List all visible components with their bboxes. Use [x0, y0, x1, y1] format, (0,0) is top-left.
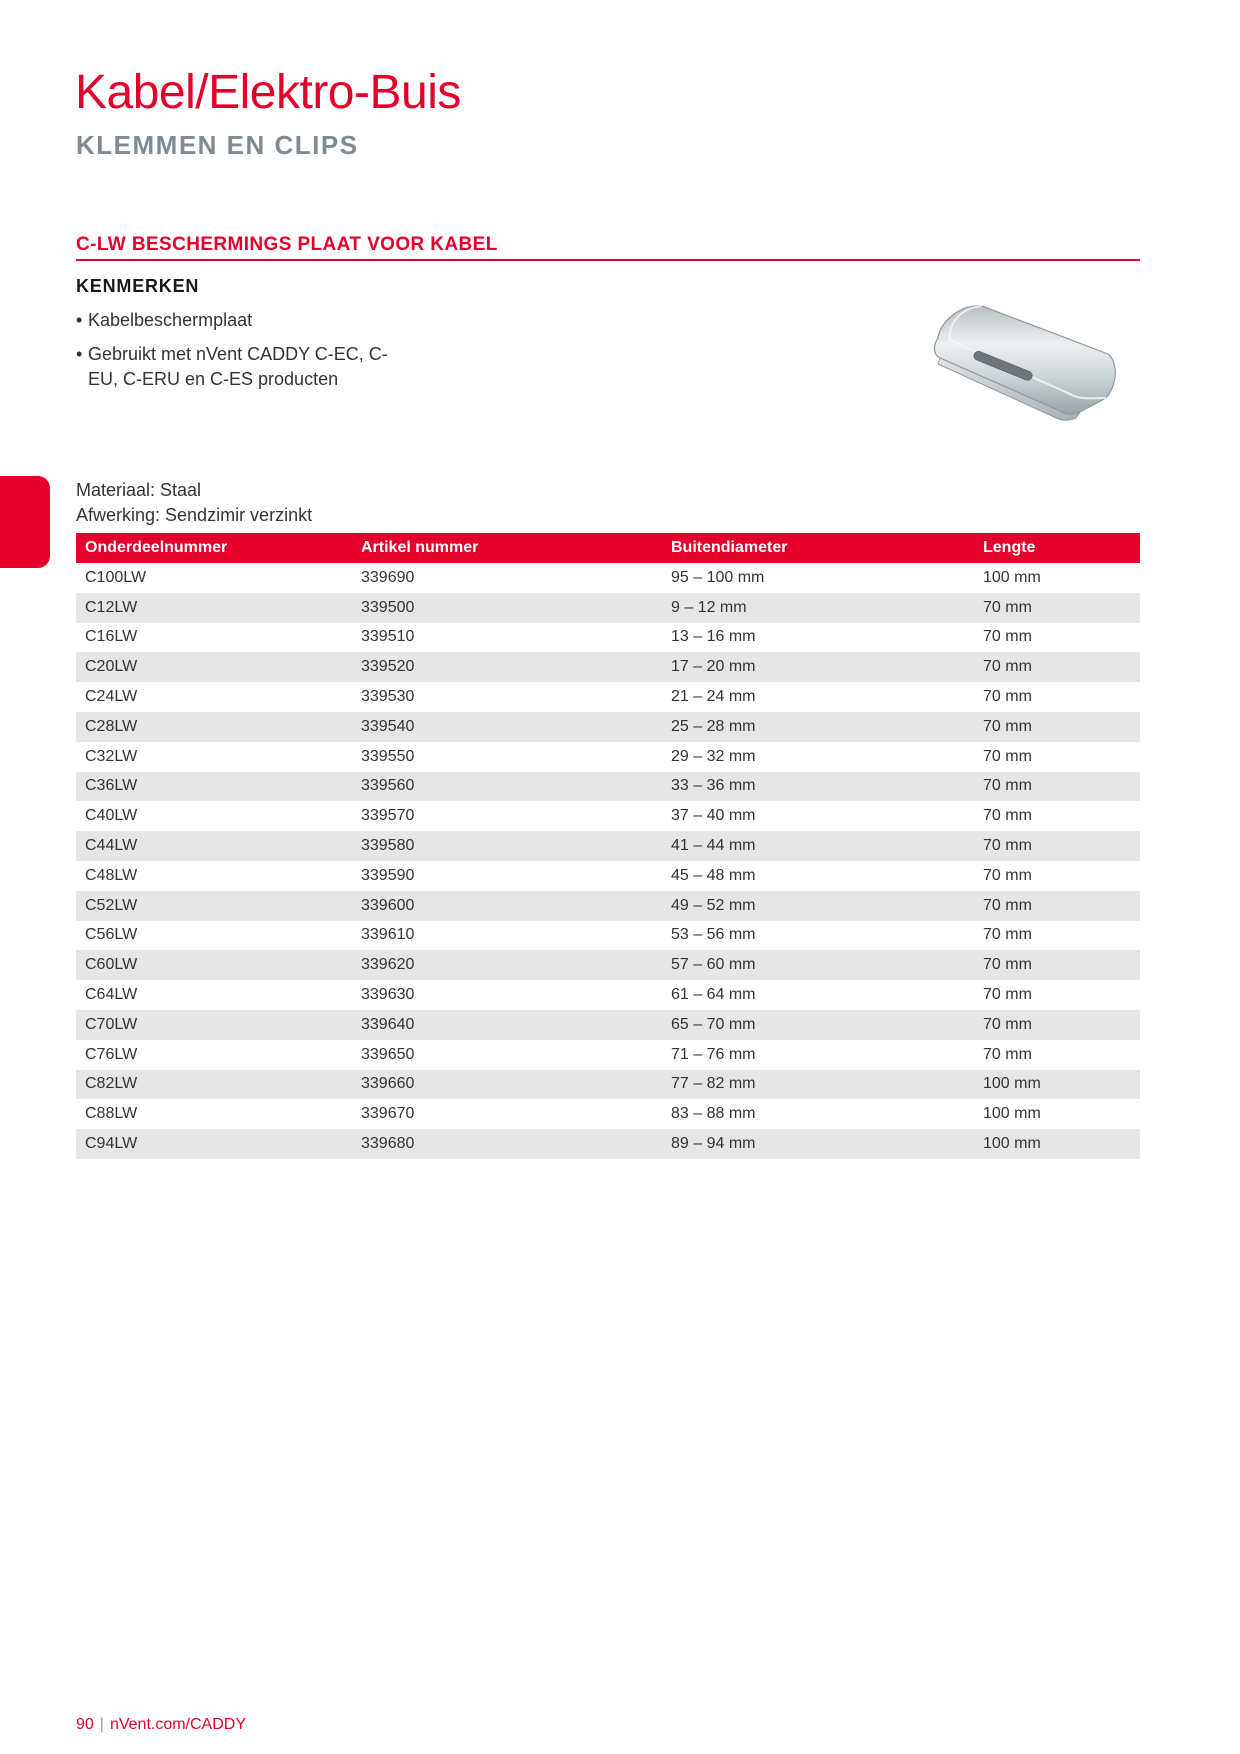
section-title: C-LW BESCHERMINGS PLAAT VOOR KABEL [76, 234, 498, 255]
table-row [76, 831, 1140, 861]
features-heading: KENMERKEN [76, 276, 200, 296]
cell-part-number: C76LW [85, 1045, 138, 1063]
cell-part-number: C28LW [76, 712, 352, 742]
cell-article-number: 339580 [352, 831, 662, 861]
cell-outer-diameter: 17 – 20 mm [662, 652, 974, 682]
table-row [76, 712, 1140, 742]
cell-part-number: C64LW [85, 986, 138, 1004]
cable-protection-plate-image [930, 300, 1120, 430]
features-list [76, 308, 416, 401]
cell-length: 100 mm [983, 568, 1041, 586]
cell-part-number: C88LW [85, 1105, 138, 1123]
cell-part-number: C82LW [76, 1070, 352, 1100]
cell-article-number: 339670 [361, 1105, 415, 1123]
cell-part-number: C52LW [76, 891, 352, 921]
cell-article-number: 339560 [352, 772, 662, 802]
cell-outer-diameter: 13 – 16 mm [671, 628, 756, 646]
table-row [76, 1010, 1140, 1040]
cell-article-number: 339550 [361, 747, 415, 765]
cell-part-number: C100LW [85, 568, 147, 586]
cell-part-number: C48LW [85, 866, 138, 884]
footer-link[interactable]: nVent.com/CADDY [109, 1716, 247, 1733]
cell-length: 100 mm [974, 1129, 1140, 1159]
cell-outer-diameter: 71 – 76 mm [671, 1045, 756, 1063]
column-header-length: Lengte [974, 533, 1140, 563]
cell-article-number: 339610 [361, 926, 415, 944]
cell-outer-diameter: 29 – 32 mm [671, 747, 756, 765]
cell-outer-diameter: 33 – 36 mm [662, 772, 974, 802]
cell-length: 70 mm [983, 688, 1032, 706]
cell-outer-diameter: 53 – 56 mm [671, 926, 756, 944]
cell-article-number: 339650 [361, 1045, 415, 1063]
cell-outer-diameter: 49 – 52 mm [662, 891, 974, 921]
cell-part-number: C20LW [76, 652, 352, 682]
chapter-tab [0, 476, 50, 568]
table-row [76, 772, 1140, 802]
cell-length: 70 mm [974, 712, 1140, 742]
table-row [76, 891, 1140, 921]
product-table [76, 533, 1140, 1159]
cell-article-number: 339620 [352, 950, 662, 980]
feature-item [76, 308, 416, 333]
cell-length: 70 mm [974, 593, 1140, 623]
section-divider [76, 259, 1140, 261]
cell-part-number: C40LW [85, 807, 138, 825]
cell-length: 70 mm [983, 926, 1032, 944]
table-row [76, 1129, 1140, 1159]
cell-part-number: C94LW [76, 1129, 352, 1159]
cell-outer-diameter: 65 – 70 mm [662, 1010, 974, 1040]
cell-length: 70 mm [974, 891, 1140, 921]
cell-part-number: C56LW [85, 926, 138, 944]
cell-article-number: 339500 [352, 593, 662, 623]
cell-article-number: 339630 [361, 986, 415, 1004]
cell-outer-diameter: 61 – 64 mm [671, 986, 756, 1004]
cell-outer-diameter: 41 – 44 mm [662, 831, 974, 861]
cell-outer-diameter: 83 – 88 mm [671, 1105, 756, 1123]
feature-text: Gebruikt met nVent CADDY C-EC, C-EU, C-ERU en C-ES producten [88, 344, 388, 389]
table-row [76, 563, 1140, 593]
cell-article-number: 339510 [361, 628, 415, 646]
cell-part-number: C24LW [85, 688, 138, 706]
cell-length: 70 mm [974, 831, 1140, 861]
cell-part-number: C32LW [85, 747, 138, 765]
cell-length: 70 mm [983, 866, 1032, 884]
feature-item [76, 342, 416, 392]
cell-article-number: 339570 [361, 807, 415, 825]
cell-part-number: C36LW [76, 772, 352, 802]
cell-length: 70 mm [983, 807, 1032, 825]
cell-outer-diameter: 37 – 40 mm [671, 807, 756, 825]
table-row [76, 1070, 1140, 1100]
table-row [76, 861, 1140, 891]
cell-part-number: C12LW [76, 593, 352, 623]
cell-article-number: 339600 [352, 891, 662, 921]
cell-length: 70 mm [983, 628, 1032, 646]
cell-article-number: 339530 [361, 688, 415, 706]
footer-separator: | [99, 1716, 104, 1733]
cell-outer-diameter: 9 – 12 mm [662, 593, 974, 623]
cell-article-number: 339640 [352, 1010, 662, 1040]
cell-length: 70 mm [983, 1045, 1032, 1063]
page-subtitle: KLEMMEN EN CLIPS [76, 130, 359, 160]
bullet-icon: • [76, 344, 83, 364]
feature-text: Kabelbeschermplaat [88, 310, 253, 330]
cell-length: 70 mm [974, 772, 1140, 802]
table-body [76, 563, 1140, 1159]
cell-length: 70 mm [974, 1010, 1140, 1040]
column-header-part-number: Onderdeelnummer [76, 533, 352, 563]
table-row [76, 593, 1140, 623]
cell-article-number: 339520 [352, 652, 662, 682]
cell-length: 100 mm [974, 1070, 1140, 1100]
page-number: 90 [76, 1716, 94, 1733]
cell-article-number: 339590 [361, 866, 415, 884]
page-title: Kabel/Elektro-Buis [75, 66, 461, 119]
table-row [76, 1099, 1140, 1129]
table-row [76, 652, 1140, 682]
cell-length: 70 mm [974, 950, 1140, 980]
table-row [76, 682, 1140, 712]
cell-part-number: C16LW [85, 628, 138, 646]
table-row [76, 801, 1140, 831]
cell-length: 70 mm [983, 986, 1032, 1004]
column-header-article-number: Artikel nummer [352, 533, 662, 563]
cell-part-number: C44LW [76, 831, 352, 861]
cell-outer-diameter: 45 – 48 mm [671, 866, 756, 884]
table-row [76, 623, 1140, 653]
cell-outer-diameter: 95 – 100 mm [671, 568, 765, 586]
cell-article-number: 339680 [352, 1129, 662, 1159]
cell-part-number: C70LW [76, 1010, 352, 1040]
bullet-icon: • [76, 310, 83, 330]
table-row [76, 1040, 1140, 1070]
cell-outer-diameter: 89 – 94 mm [662, 1129, 974, 1159]
table-row [76, 742, 1140, 772]
cell-article-number: 339540 [352, 712, 662, 742]
finish-spec: Afwerking: Sendzimir verzinkt [76, 505, 313, 525]
table-row [76, 950, 1140, 980]
cell-outer-diameter: 77 – 82 mm [662, 1070, 974, 1100]
cell-part-number: C60LW [76, 950, 352, 980]
cell-article-number: 339690 [361, 568, 415, 586]
cell-article-number: 339660 [352, 1070, 662, 1100]
cell-length: 100 mm [983, 1105, 1041, 1123]
cell-outer-diameter: 21 – 24 mm [671, 688, 756, 706]
column-header-outer-diameter: Buitendiameter [662, 533, 974, 563]
cell-length: 70 mm [983, 747, 1032, 765]
table-row [76, 921, 1140, 951]
table-row [76, 980, 1140, 1010]
cell-length: 70 mm [974, 652, 1140, 682]
cell-outer-diameter: 57 – 60 mm [662, 950, 974, 980]
table-header-row [76, 533, 1140, 563]
material-spec: Materiaal: Staal [76, 480, 202, 500]
page-footer [76, 1716, 246, 1734]
cell-outer-diameter: 25 – 28 mm [662, 712, 974, 742]
